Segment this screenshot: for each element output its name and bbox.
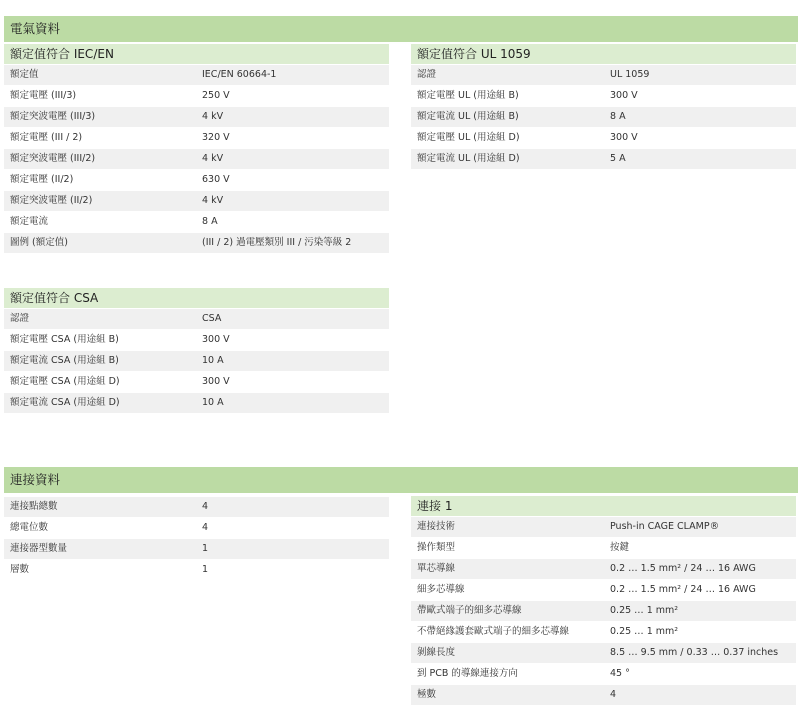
table-row (4, 86, 389, 106)
row-value: 0.2 … 1.5 mm² / 24 … 16 AWG (610, 584, 756, 595)
row-label: 圖例 (額定值) (10, 237, 68, 248)
table-row (4, 518, 389, 538)
row-value: 250 V (202, 90, 230, 101)
table-row (411, 643, 796, 663)
row-value: 4 (202, 501, 209, 512)
row-value: 1 (202, 564, 209, 575)
row-label: 額定電流 CSA (用途組 B) (10, 355, 119, 366)
table-row (4, 128, 389, 148)
row-label: 到 PCB 的導線連接方向 (417, 668, 518, 679)
row-value: 0.25 … 1 mm² (610, 605, 679, 616)
table-row (4, 107, 389, 127)
table-row (411, 580, 796, 600)
csa-ratings-title: 額定值符合 CSA (4, 288, 389, 308)
row-value: IEC/EN 60664-1 (202, 69, 277, 80)
row-label: 操作類型 (417, 542, 456, 553)
table-row (411, 86, 796, 106)
row-value: 8 A (202, 216, 218, 227)
summary-rows (4, 497, 389, 580)
table-row (4, 149, 389, 169)
row-label: 額定突波電壓 (III/3) (10, 111, 96, 122)
row-label: 額定突波電壓 (III/2) (10, 153, 96, 164)
row-value: 630 V (202, 174, 230, 185)
row-value: 按鍵 (610, 542, 630, 553)
table-row (411, 559, 796, 579)
table-row (4, 233, 389, 253)
csa-rows (4, 309, 389, 413)
table-row (4, 65, 389, 85)
row-value: 4 (610, 689, 617, 700)
row-value: 300 V (610, 90, 638, 101)
row-value: Push-in CAGE CLAMP® (610, 521, 720, 532)
row-label: 層數 (10, 564, 30, 575)
connection-summary-panel (4, 497, 389, 581)
connection-1-panel (411, 496, 796, 706)
table-row (411, 517, 796, 537)
connection-1-title: 連接 1 (411, 496, 796, 516)
row-value: 300 V (202, 376, 230, 387)
row-label: 額定電流 CSA (用途組 D) (10, 397, 120, 408)
row-label: 額定電壓 CSA (用途組 D) (10, 376, 120, 387)
row-label: 細多芯導線 (417, 584, 465, 595)
iec-ratings-panel (4, 44, 389, 254)
iec-ratings-title: 額定值符合 IEC/EN (4, 44, 389, 64)
row-label: 連接技術 (417, 521, 456, 532)
row-label: 額定電壓 (III/3) (10, 90, 77, 101)
row-label: 額定值 (10, 69, 39, 80)
row-value: (III / 2) 過電壓類別 III / 污染等級 2 (202, 237, 352, 248)
row-label: 單芯導線 (417, 563, 456, 574)
table-row (4, 191, 389, 211)
row-label: 極數 (417, 689, 437, 700)
row-value: 10 A (202, 397, 224, 408)
row-label: 不帶絕緣護套歐式端子的細多芯導線 (417, 626, 570, 637)
table-row (411, 128, 796, 148)
row-value: 1 (202, 543, 209, 554)
row-value: 4 kV (202, 153, 224, 164)
row-label: 認證 (417, 69, 437, 80)
row-value: 4 (202, 522, 209, 533)
row-value: 0.2 … 1.5 mm² / 24 … 16 AWG (610, 563, 756, 574)
table-row (4, 372, 389, 392)
ul-ratings-panel (411, 44, 796, 170)
table-row (411, 664, 796, 684)
table-row (411, 685, 796, 705)
row-value: 320 V (202, 132, 230, 143)
row-value: 10 A (202, 355, 224, 366)
section-connection-title: 連接資料 (4, 467, 798, 493)
row-label: 額定突波電壓 (II/2) (10, 195, 93, 206)
row-label: 額定電壓 UL (用途組 B) (417, 90, 519, 101)
table-row (411, 538, 796, 558)
row-label: 額定電壓 (II/2) (10, 174, 74, 185)
row-value: 300 V (610, 132, 638, 143)
row-value: CSA (202, 313, 222, 324)
row-label: 額定電壓 UL (用途組 D) (417, 132, 520, 143)
row-value: 8 A (610, 111, 626, 122)
row-label: 帶歐式端子的細多芯導線 (417, 605, 522, 616)
row-label: 額定電流 (10, 216, 49, 227)
row-value: 0.25 … 1 mm² (610, 626, 679, 637)
table-row (4, 393, 389, 413)
row-label: 額定電流 UL (用途組 B) (417, 111, 519, 122)
ul-rows (411, 65, 796, 169)
table-row (411, 65, 796, 85)
section-electrical-title: 電氣資料 (4, 16, 798, 42)
row-value: 8.5 … 9.5 mm / 0.33 … 0.37 inches (610, 647, 779, 658)
row-label: 額定電流 UL (用途組 D) (417, 153, 520, 164)
csa-ratings-panel (4, 288, 389, 414)
row-label: 剝線長度 (417, 647, 456, 658)
table-row (411, 149, 796, 169)
table-row (411, 601, 796, 621)
row-value: UL 1059 (610, 69, 650, 80)
row-label: 認證 (10, 313, 30, 324)
table-row (4, 351, 389, 371)
row-value: 4 kV (202, 195, 224, 206)
table-row (4, 212, 389, 232)
table-row (411, 107, 796, 127)
table-row (4, 497, 389, 517)
row-label: 額定電壓 (III / 2) (10, 132, 83, 143)
table-row (4, 560, 389, 580)
row-value: 4 kV (202, 111, 224, 122)
row-value: 5 A (610, 153, 626, 164)
table-row (411, 622, 796, 642)
row-label: 連接點總數 (10, 501, 58, 512)
row-label: 連接器型數量 (10, 543, 68, 554)
ul-ratings-title: 額定值符合 UL 1059 (411, 44, 796, 64)
connection-1-rows (411, 517, 796, 705)
table-row (4, 170, 389, 190)
row-label: 額定電壓 CSA (用途組 B) (10, 334, 119, 345)
iec-rows (4, 65, 389, 253)
row-value: 300 V (202, 334, 230, 345)
table-row (4, 330, 389, 350)
table-row (4, 309, 389, 329)
row-value: 45 ° (610, 668, 630, 679)
table-row (4, 539, 389, 559)
row-label: 總電位數 (10, 522, 49, 533)
